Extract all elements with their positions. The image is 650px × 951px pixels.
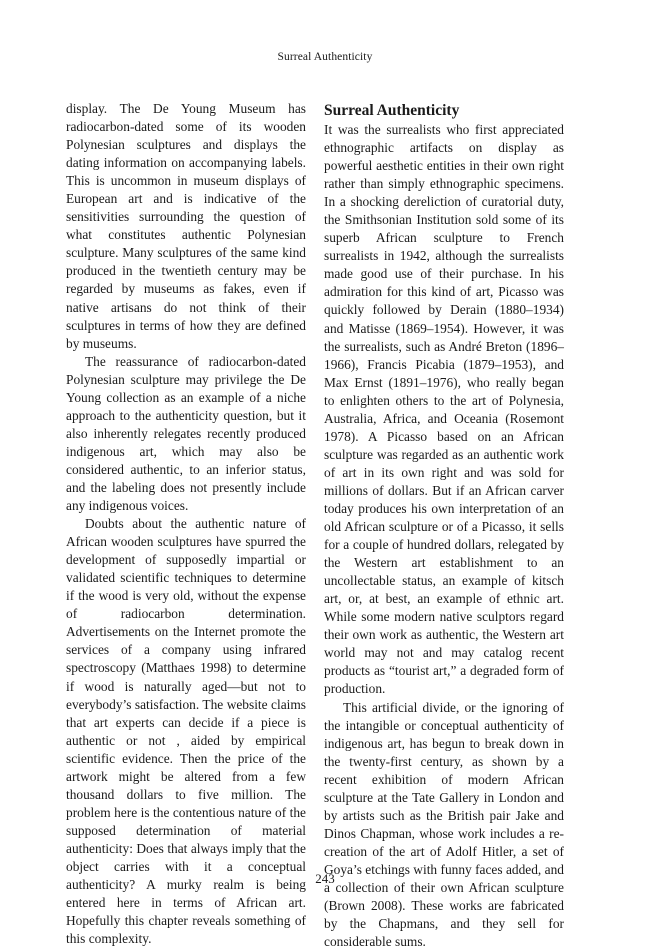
section-heading: Surreal Authenticity bbox=[324, 101, 564, 120]
left-paragraph-3: Doubts about the authentic nature of African wooden sculptures have spurred the development of supposedly impartial or validated scientific techniques to determine if the wood is very old, without the expense of radiocarbon determination. Advertisements on the Internet promote the services of a company using infrared spectroscopy (Matthaes 1998) to determine if wood is naturally aged—but not to everybody’s satisfaction. The website claims that art experts can decide if a piece is authentic or not , aided by empirical scientific evidence. Then the price of the artwork might be altered from a few thousand dollars to five million. The problem here is the contentious nature of the supposed determination of material authenticity: Does that always imply that the object carries with it a conceptual authenticity? A murky realm is being entered here in terms of African art. Hopefully this chapter reveals something of this complexity. bbox=[66, 515, 306, 948]
left-paragraph-2: The reassurance of radiocarbon-dated Polynesian sculpture may privilege the De Young collection as an example of a niche approach to the authenticity question, but it also inherently relegates recently produced indigenous art, which may also be considered authentic, to an inferior status, and the labeling does not presently include any indigenous voices. bbox=[66, 353, 306, 515]
left-paragraph-1: display. The De Young Museum has radiocarbon-dated some of its wooden Polynesian sculptures and displays the dating information on accompanying labels. This is uncommon in museum displays of European art and is indicative of the sensitivities surrounding the question of what constitutes authentic Polynesian sculpture. Many sculptures of the same kind produced in the twentieth century may be regarded by museums as fakes, even if native artisans do not think of their sculptures in terms of how they are defined by museums. bbox=[66, 100, 306, 353]
right-paragraph-1: It was the surrealists who first appreciated ethnographic artifacts on display as powerful aesthetic entities in their own right rather than simply ethnographic specimens. In a shocking dereliction of curatorial duty, the Smithsonian Institution sold some of its superb African sculpture to French surrealists in 1942, although the surrealists made good use of their purchase. In his admiration for this kind of art, Picasso was quickly followed by Derain (1880–1934) and Matisse (1869–1954). However, it was the surrealists, such as André Breton (1896–1966), Francis Picabia (1879–1953), and Max Ernst (1891–1976), who really began to enlighten others to the art of Polynesia, Australia, Africa, and Oceania (Rosemont 1978). A Picasso based on an African sculpture was regarded as an authentic work of art in its own right and was sold for millions of dollars. But if an African carver today produces his own interpretation of an old African sculpture or of a Picasso, it sells for a couple of hundred dollars, relegated by the Western art establishment to an uncollectable status, an example of kitsch art, or, at best, an example of ethnic art. While some modern native sculptors regard their own work as authentic, the Western art world may not and may catalog recent products as “tourist art,” a degraded form of production. bbox=[324, 121, 564, 699]
running-head: Surreal Authenticity bbox=[0, 51, 650, 63]
right-paragraph-2: This artificial divide, or the ignoring of the intangible or conceptual authenticity of indigenous art, has begun to break down in the twenty-first century, as shown by a recent exhibition of modern African sculpture at the Tate Gallery in London and by artists such as the British pair Jake and Dinos Chapman, whose work includes a re-creation of the art of Adolf Hitler, a set of Goya’s etchings with funny faces added, and a collection of their own African sculpture (Brown 2008). These works are fabricated by the Chapmans, and they sell for considerable sums. bbox=[324, 699, 564, 951]
left-column bbox=[66, 100, 306, 948]
right-column bbox=[324, 101, 564, 951]
page-number: 243 bbox=[0, 871, 650, 887]
